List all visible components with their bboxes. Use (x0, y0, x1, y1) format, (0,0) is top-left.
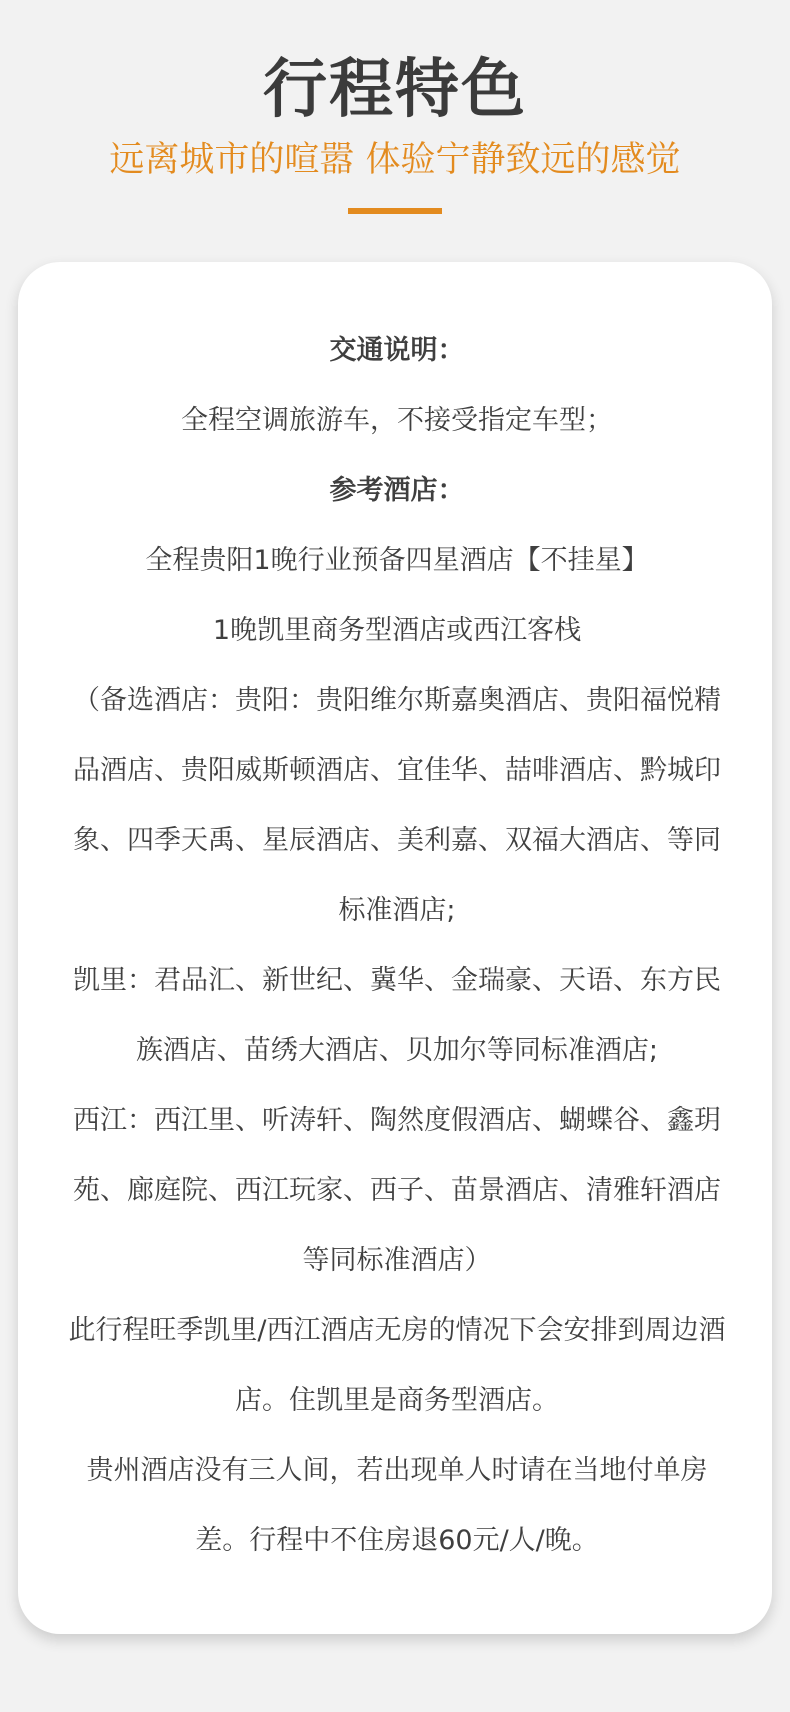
transport-heading: 交通说明： (329, 335, 465, 366)
peak-season-note: 此行程旺季凯里/西江酒店无房的情况下会安排到周边酒店。住凯里是商务型酒店。 (68, 1315, 726, 1416)
room-policy-note: 贵州酒店没有三人间，若出现单人时请在当地付单房差。行程中不住房退60元/人/晚。 (86, 1455, 708, 1556)
hotel-line-kaili: 1晚凯里商务型酒店或西江客栈 (212, 615, 582, 646)
transport-text: 全程空调旅游车，不接受指定车型； (181, 405, 613, 436)
alternate-hotels-kaili: 凯里：君品汇、新世纪、冀华、金瑞豪、天语、东方民族酒店、苗绣大酒店、贝加尔等同标准酒店; (73, 965, 721, 1066)
hotel-line-guiyang: 全程贵阳1晚行业预备四星酒店【不挂星】 (145, 545, 649, 576)
hotel-heading: 参考酒店： (329, 475, 465, 506)
alternate-hotels-guiyang: （备选酒店：贵阳：贵阳维尔斯嘉奥酒店、贵阳福悦精品酒店、贵阳威斯顿酒店、宜佳华、喆啡酒店、黔城印象、四季天禹、星辰酒店、美利嘉、双福大酒店、等同标准酒店; (73, 685, 721, 926)
title-divider (348, 208, 442, 214)
alternate-hotels-xijiang: 西江：西江里、听涛轩、陶然度假酒店、蝴蝶谷、鑫玥苑、廊庭院、西江玩家、西子、苗景酒店、清雅轩酒店等同标准酒店） (73, 1105, 721, 1276)
card-content (60, 316, 734, 1576)
page-title: 行程特色 (263, 53, 527, 127)
page-header (0, 0, 790, 240)
page-subtitle: 远离城市的喧嚣 体验宁静致远的感觉 (109, 140, 681, 180)
